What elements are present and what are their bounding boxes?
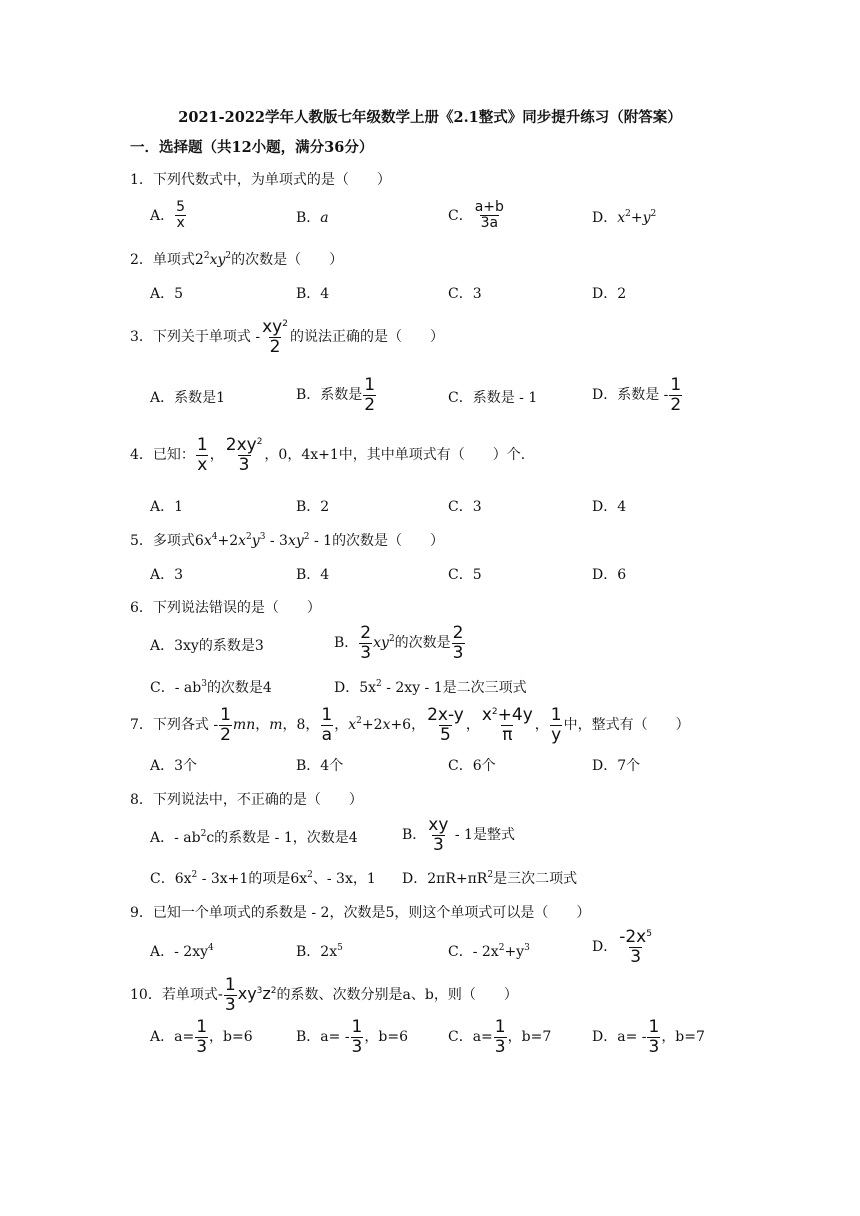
fraction: $\frac{2x-y}{5}$ <box>427 705 464 745</box>
section-heading: 一．选择题（共12小题，满分36分） <box>130 139 374 156</box>
q2-option-a: A．5 <box>150 286 184 302</box>
fraction: $\frac{1}{3}$ <box>494 1017 506 1057</box>
q4-option-a: A．1 <box>150 499 184 515</box>
fraction: $\frac{-2x^5}{3}$ <box>619 927 652 967</box>
fraction: $\frac{2xy^2}{3}$ <box>225 435 263 475</box>
question-9-stem: 9．已知一个单项式的系数是 - 2，次数是5，则这个单项式可以是（ ） <box>130 905 591 921</box>
q4-option-c: C．3 <box>448 499 482 515</box>
q1-option-c: C． $\frac{a+b}{3a}$ <box>448 199 504 232</box>
q7-option-c: C．6个 <box>448 758 496 774</box>
fraction: $\frac{2}{3}$ <box>452 623 464 663</box>
q6-option-a: A．3xy的系数是3 <box>150 638 264 654</box>
fraction: $\frac{1}{x}$ <box>196 435 208 475</box>
q3-option-c: C．系数是 - 1 <box>448 390 538 406</box>
fraction: $\frac{2}{3}$ <box>360 623 372 663</box>
question-1-stem: 1．下列代数式中，为单项式的是（ ） <box>130 172 391 188</box>
page-title: 2021-2022学年人教版七年级数学上册《2.1整式》同步提升练习（附答案） <box>178 109 682 126</box>
q2-option-b: B．4 <box>296 286 330 302</box>
q9-option-b: B．$2x^5$ <box>296 943 343 960</box>
q8-option-c: C．$6x^2 - 3x+1$的项是$6x^2$、- 3x，1 <box>150 870 376 887</box>
fraction: $\frac{5}{x}$ <box>176 199 186 232</box>
question-7-stem: 7．下列各式 - $\frac{1}{2}$ mn，m，8， $\frac{1}{a}$ ，$x^2+2x+6$， $\frac{2x-y}{5}$ ， $\frac{x^2+4y}{\pi}$ ， $\frac{1}{y}$ 中，整式有（ ） <box>130 705 690 745</box>
q10-option-a: A．a= $\frac{1}{3}$ ，b=6 <box>150 1017 253 1057</box>
fraction: $\frac{x^2+4y}{\pi}$ <box>481 705 533 745</box>
q1-option-a: A． $\frac{5}{x}$ <box>150 199 186 232</box>
q2-option-d: D．2 <box>592 286 627 302</box>
fraction: $\frac{1}{2}$ <box>670 375 682 415</box>
q5-option-d: D．6 <box>592 567 627 583</box>
q8-option-b: B． $\frac{xy}{3}$ - 1是整式 <box>402 815 515 855</box>
q10-option-d: D．a= - $\frac{1}{3}$ ，b=7 <box>592 1017 705 1057</box>
q6-option-b: B． $\frac{2}{3}$ $xy^2$的次数是 $\frac{2}{3}$ <box>334 623 464 663</box>
q4-option-b: B．2 <box>296 499 330 515</box>
question-5-stem: 5．多项式$6x^4+2x^2y^3 - 3xy^2 - 1$的次数是（ ） <box>130 532 445 549</box>
q8-option-a: A．- $ab^2c$的系数是 - 1，次数是4 <box>150 829 358 846</box>
fraction: $\frac{a+b}{3a}$ <box>474 199 504 232</box>
q9-option-a: A．- $2xy^4$ <box>150 943 214 960</box>
q10-option-c: C．a= $\frac{1}{3}$ ，b=7 <box>448 1017 552 1057</box>
q1-option-d: D．$x^2+y^2$ <box>592 209 657 226</box>
q2-option-c: C．3 <box>448 286 482 302</box>
q7-option-b: B．4个 <box>296 758 344 774</box>
fraction: $\frac{1}{a}$ <box>321 705 333 745</box>
q3-option-d: D．系数是 - $\frac{1}{2}$ <box>592 375 682 415</box>
q9-option-c: C．- $2x^2+y^3$ <box>448 943 530 960</box>
fraction: $\frac{1}{y}$ <box>550 705 562 745</box>
fraction: $\frac{1}{3}$ <box>224 975 236 1015</box>
question-10-stem: 10．若单项式- $\frac{1}{3}$ $xy^3z^2$的系数、次数分别是a、b，则（ ） <box>130 975 518 1015</box>
q5-option-c: C．5 <box>448 567 482 583</box>
q10-option-b: B．a= - $\frac{1}{3}$ ，b=6 <box>296 1017 408 1057</box>
q4-option-d: D．4 <box>592 499 627 515</box>
question-6-stem: 6．下列说法错误的是（ ） <box>130 600 321 616</box>
q3-option-a: A．系数是1 <box>150 390 226 406</box>
q1-option-b: B．a <box>296 210 329 226</box>
fraction: $\frac{1}{2}$ <box>364 375 376 415</box>
q5-option-a: A．3 <box>150 567 184 583</box>
q9-option-d: D． $\frac{-2x^5}{3}$ <box>592 927 652 967</box>
q5-option-b: B．4 <box>296 567 330 583</box>
fraction: $\frac{xy^2}{2}$ <box>262 317 288 357</box>
question-8-stem: 8．下列说法中，不正确的是（ ） <box>130 792 363 808</box>
q6-option-c: C．- $ab^3$的次数是4 <box>150 679 272 696</box>
q6-option-d: D．$5x^2 - 2xy - 1$是二次三项式 <box>334 679 527 696</box>
fraction: $\frac{1}{3}$ <box>351 1017 363 1057</box>
question-4-stem: 4．已知： $\frac{1}{x}$ ， $\frac{2xy^2}{3}$ ，0，4x+1中，其中单项式有（ ）个． <box>130 435 535 475</box>
fraction: $\frac{1}{2}$ <box>220 705 231 745</box>
q3-option-b: B．系数是 $\frac{1}{2}$ <box>296 375 376 415</box>
fraction: $\frac{1}{3}$ <box>196 1017 208 1057</box>
q7-option-a: A．3个 <box>150 758 198 774</box>
q7-option-d: D．7个 <box>592 758 641 774</box>
question-2-stem: 2．单项式$2^2xy^2$的次数是（ ） <box>130 251 344 268</box>
q8-option-d: D．$2\pi R+\pi R^2$是三次二项式 <box>402 870 578 887</box>
question-3-stem: 3．下列关于单项式 - $\frac{xy^2}{2}$ 的说法正确的是（ ） <box>130 317 444 357</box>
fraction: $\frac{1}{3}$ <box>648 1017 660 1057</box>
fraction: $\frac{xy}{3}$ <box>428 815 449 855</box>
